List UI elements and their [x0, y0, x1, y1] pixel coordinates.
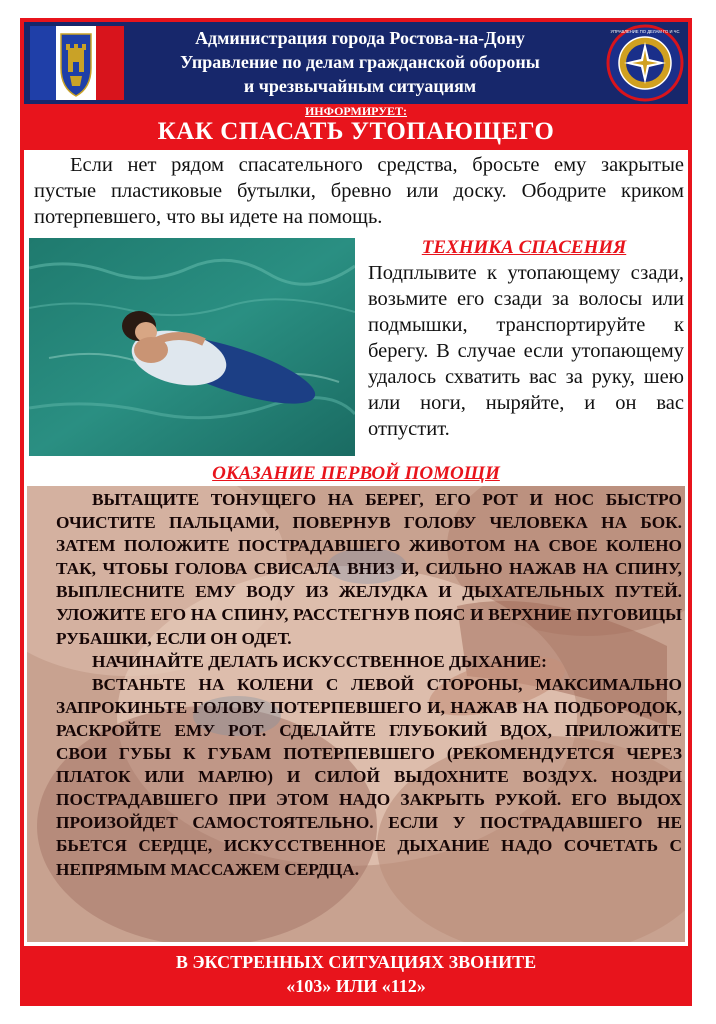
header-line-2: Управление по делам гражданской обороны [180, 52, 540, 72]
first-aid-text [56, 488, 682, 881]
page-title: КАК СПАСАТЬ УТОПАЮЩЕГО [157, 118, 555, 145]
header-line-3: и чрезвычайным ситуациям [243, 76, 477, 96]
content-panel [24, 150, 688, 946]
first-aid-paragraph-3: ВСТАНЬТЕ НА КОЛЕНИ С ЛЕВОЙ СТОРОНЫ, МАКСИМАЛЬНО ЗАПРОКИНЬТЕ ГОЛОВУ ПОТЕРПЕВШЕГО И, НАЖАВ НА ПОДБОРОДОК, РАСКРОЙТЕ ЕМУ РОТ. СДЕЛАЙТЕ ГЛУБОКИЙ ВДОХ, ПРИЛОЖИТЕ СВОИ ГУБЫ К ГУБАМ ПОТЕРПЕВШЕГО (РЕКОМЕНДУЕТСЯ ЧЕРЕЗ ПЛАТОК ИЛИ МАРЛЮ) И СИЛОЙ ВЫДОХНИТЕ ВОЗДУХ. НОЗДРИ ПОСТРАДАВШЕГО ПРИ ЭТОМ НАДО ЗАКРЫТЬ РУКОЙ. ЕГО ВЫДОХ ПРОИЗОЙДЕТ САМОСТОЯТЕЛЬНО. ЕСЛИ У ПОСТРАДАВШЕГО НЕ БЬЕТСЯ СЕРДЦЕ, ИСКУССТВЕННОЕ ДЫХАНИЕ НАДО СОЧЕТАТЬ С НЕПРЯМЫМ МАССАЖЕМ СЕРДЦА. [56, 674, 682, 879]
technique-paragraph: Подплывите к утопающему сзади, возьмите его сзади за волосы или подмышки, транспортируйте к берегу. В случае если утопающему удалось схватить вас за руку, шею или ноги, ныряйте, и он вас отпустит. [368, 262, 684, 440]
civil-defense-emblem-icon [606, 24, 684, 102]
first-aid-title: ОКАЗАНИЕ ПЕРВОЙ ПОМОЩИ [212, 463, 500, 484]
header-banner [24, 22, 688, 104]
header-line-1: Администрация города Ростова-на-Дону [195, 28, 525, 48]
informs-label: ИНФОРМИРУЕТ: [304, 104, 408, 118]
footer-banner [24, 950, 688, 998]
first-aid-paragraph-2: НАЧИНАЙТЕ ДЕЛАТЬ ИСКУССТВЕННОЕ ДЫХАНИЕ: [92, 651, 547, 671]
footer-line-1: В ЭКСТРЕННЫХ СИТУАЦИЯХ ЗВОНИТЕ [175, 952, 537, 972]
intro-paragraph: Если нет рядом спасательного средства, бросьте ему закрытые пустые пластиковые бутылки, бревно или доску. Ободрите криком потерпевшего, что вы идете на помощь. [34, 154, 684, 228]
city-coat-of-arms-icon [30, 26, 124, 100]
header-text [128, 26, 592, 98]
emblem-caption: УПРАВЛЕНИЕ ПО ДЕЛАМ ГО И ЧС [610, 29, 680, 34]
emergency-phone-numbers: «103» ИЛИ «112» [286, 976, 426, 996]
first-aid-paragraph-1: ВЫТАЩИТЕ ТОНУЩЕГО НА БЕРЕГ, ЕГО РОТ И НОС БЫСТРО ОЧИСТИТЕ ПАЛЬЦАМИ, ПОВЕРНУВ ГОЛОВУ ЧЕЛОВЕКА НА БОК. ЗАТЕМ ПОЛОЖИТЕ ПОСТРАДАВШЕГО ЖИВОТОМ НА СВОЕ КОЛЕНО ТАК, ЧТОБЫ ГОЛОВА СВИСАЛА ВНИЗ И, СИЛЬНО НАЖАВ НА СПИНУ, ВЫПЛЕСНИТЕ ЕМУ ВОДУ ИЗ ЖЕЛУДКА И ДЫХАТЕЛЬНЫХ ПУТЕЙ. УЛОЖИТЕ ЕГО НА СПИНУ, РАССТЕГНУВ ПОЯС И ВЕРХНИЕ ПУГОВИЦЫ РУБАШКИ, ЕСЛИ ОН ОДЕТ. [56, 490, 682, 648]
technique-title: ТЕХНИКА СПАСЕНИЯ [421, 237, 627, 258]
rescue-photo [29, 238, 355, 456]
